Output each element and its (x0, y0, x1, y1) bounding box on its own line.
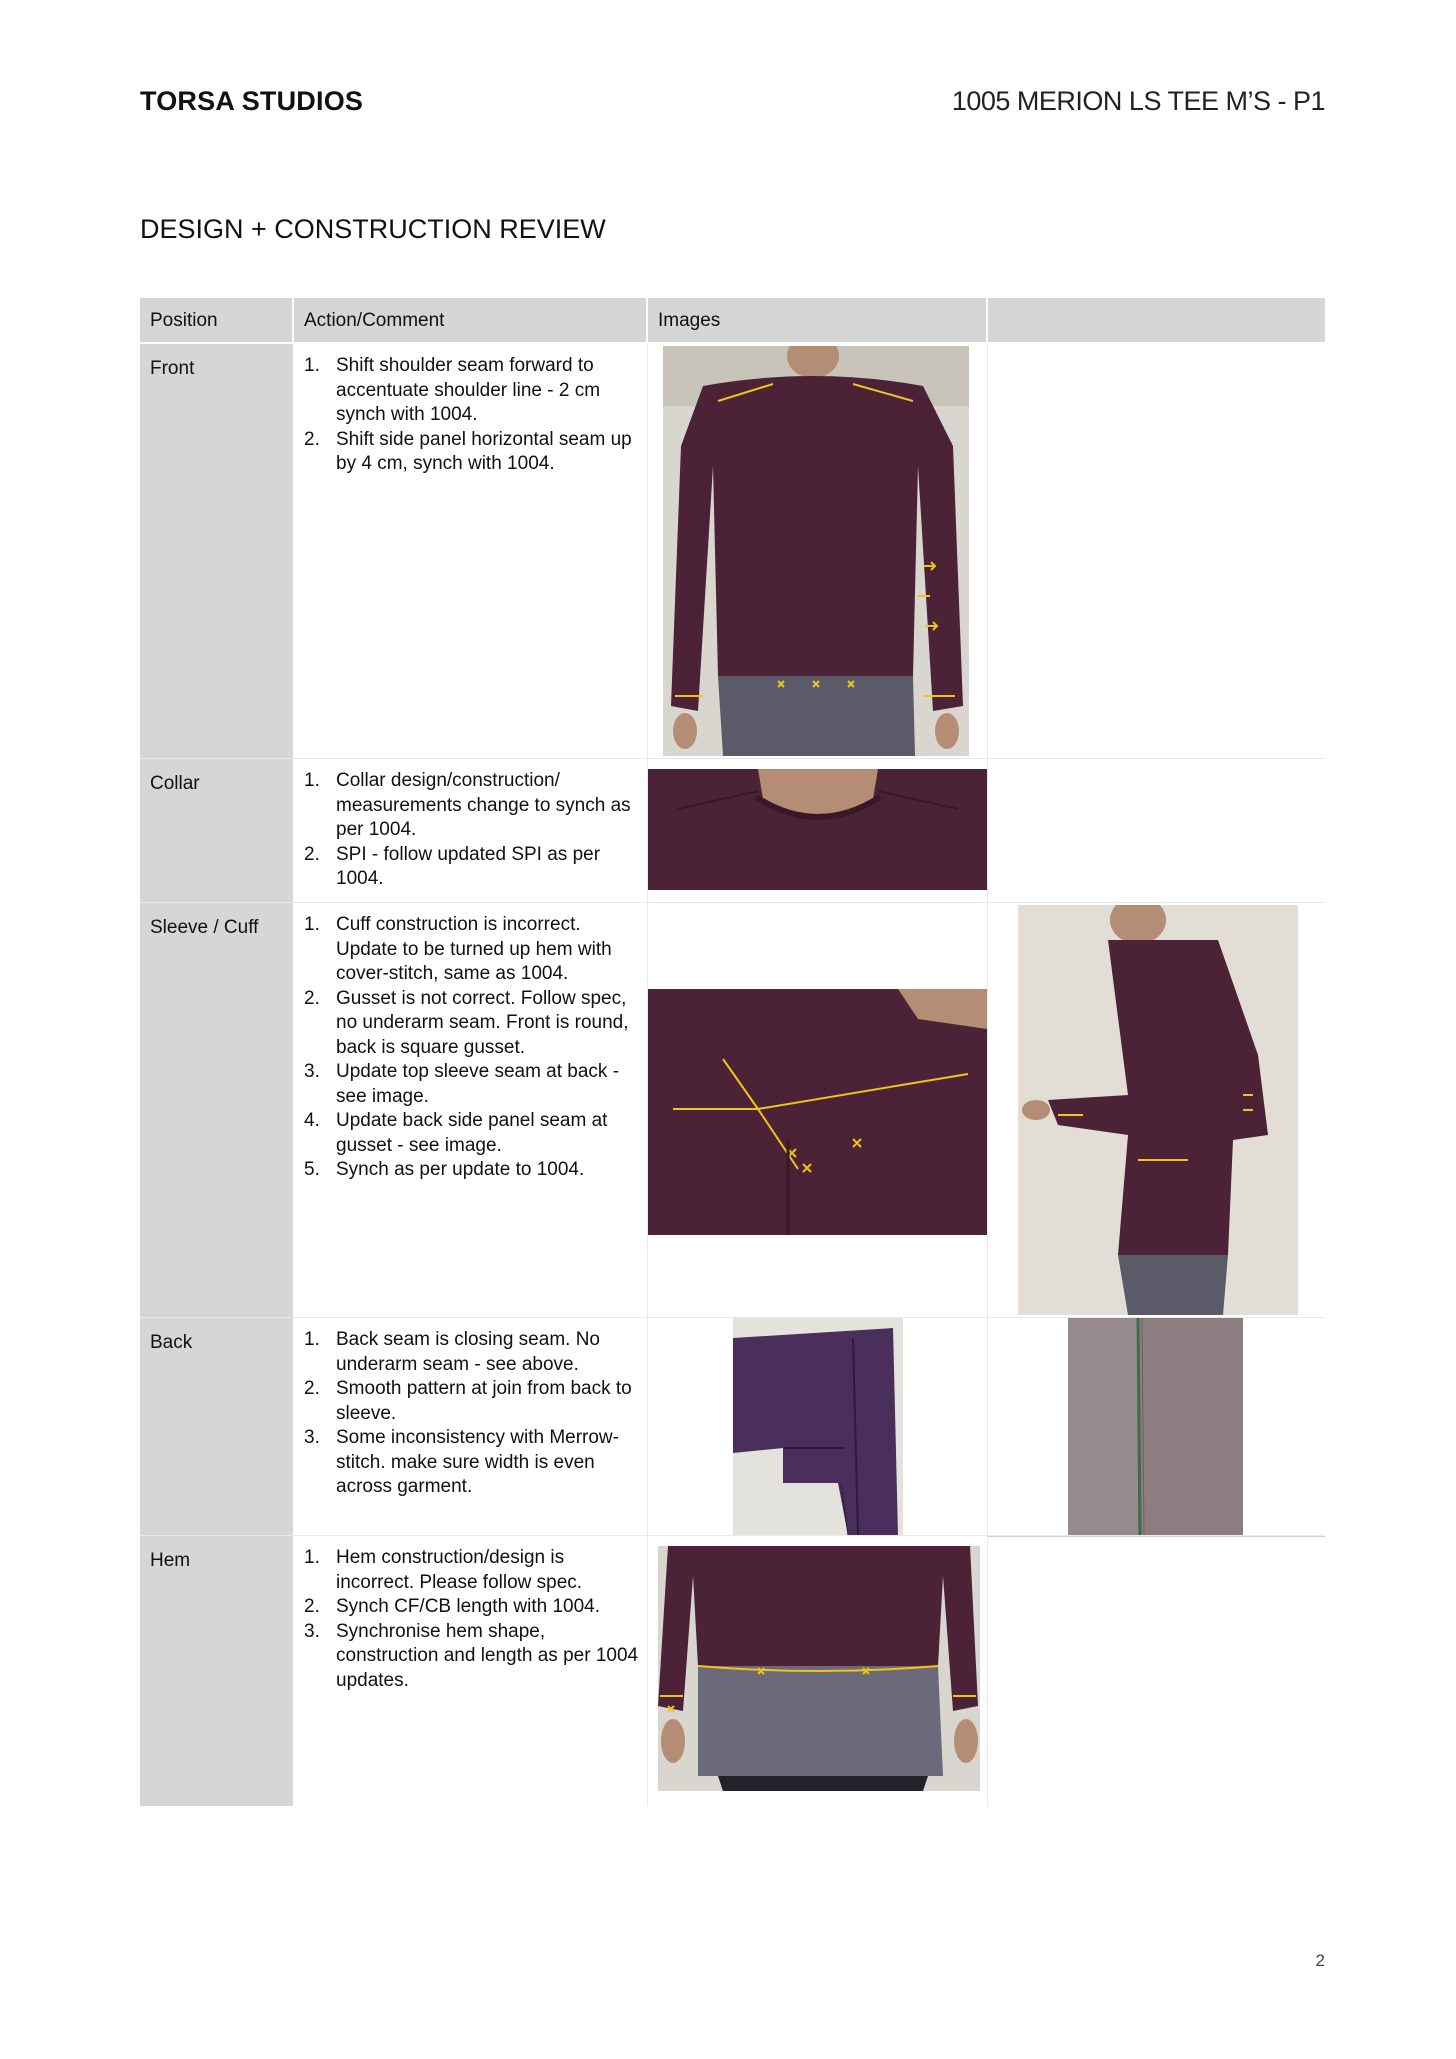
extra-image-cell (988, 344, 1325, 758)
list-item: 5. Synch as per update to 1004. (304, 1159, 585, 1180)
table-row-hem (140, 1536, 1325, 1806)
table-row-collar (140, 759, 1325, 903)
list-item: 1. Shift shoulder seam forward to accentuate shoulder line - 2 cm synch with 1004. (304, 355, 601, 425)
underarm-gusset-photo (648, 989, 987, 1235)
comment-cell (294, 344, 648, 758)
column-header-extra (988, 298, 1325, 342)
hem-photo (658, 1546, 980, 1791)
table-row-back (140, 1318, 1325, 1536)
comment-cell (294, 759, 648, 902)
list-item: 2. Smooth pattern at join from back to sleeve. (304, 1378, 632, 1424)
extra-image-cell (988, 1536, 1325, 1806)
table-header (140, 298, 1325, 344)
collar-photo (648, 769, 987, 890)
image-cell (648, 903, 988, 1317)
comment-cell (294, 903, 648, 1317)
table-row-front (140, 344, 1325, 759)
image-cell (648, 344, 988, 758)
list-item: 2. SPI - follow updated SPI as per 1004. (304, 843, 601, 889)
list-item: 2. Shift side panel horizontal seam up by 4 cm, synch with 1004. (304, 428, 632, 474)
column-header-action: Action/Comment (294, 298, 648, 342)
extra-image-cell (988, 759, 1325, 902)
brand-name: TORSA STUDIOS (140, 86, 364, 116)
page-number: 2 (1315, 1951, 1325, 1970)
extra-image-cell (988, 1318, 1325, 1535)
comment-cell (294, 1536, 648, 1806)
column-header-images: Images (648, 298, 988, 342)
merrow-stitch-photo (1068, 1318, 1243, 1535)
position-cell: Collar (140, 759, 294, 902)
position-cell: Front (140, 344, 294, 758)
image-cell (648, 1318, 988, 1535)
section-title: DESIGN + CONSTRUCTION REVIEW (140, 214, 606, 244)
position-cell: Back (140, 1318, 294, 1535)
list-item: 3. Update top sleeve seam at back - see image. (304, 1061, 620, 1107)
position-cell: Sleeve / Cuff (140, 903, 294, 1317)
list-item: 3. Some inconsistency with Merrow-stitch. make sure width is even across garment. (304, 1427, 619, 1497)
list-item: 1. Back seam is closing seam. No underarm seam - see above. (304, 1329, 600, 1375)
extra-image-cell (988, 903, 1325, 1317)
document-reference: 1005 MERION LS TEE M’S - P1 (951, 86, 1325, 116)
back-seam-photo (733, 1318, 903, 1535)
list-item: 1. Hem construction/design is incorrect. Please follow spec. (304, 1547, 583, 1593)
position-cell: Hem (140, 1536, 294, 1806)
image-cell (648, 759, 988, 902)
image-cell (648, 1536, 988, 1806)
list-item: 2. Gusset is not correct. Follow spec, no underarm seam. Front is round, back is square gusset. (304, 987, 629, 1058)
comment-cell (294, 1318, 648, 1535)
front-view-photo (663, 346, 969, 756)
table-row-sleeve-cuff (140, 903, 1325, 1318)
list-item: 4. Update back side panel seam at gusset - see image. (304, 1110, 608, 1156)
list-item: 3. Synchronise hem shape, construction and length as per 1004 updates. (304, 1620, 639, 1691)
list-item: 1. Collar design/construction/ measurements change to synch as per 1004. (304, 770, 631, 840)
review-table (140, 298, 1325, 1806)
side-view-photo (1018, 905, 1298, 1315)
column-header-position: Position (140, 298, 294, 342)
list-item: 2. Synch CF/CB length with 1004. (304, 1596, 601, 1617)
list-item: 1. Cuff construction is incorrect. Update to be turned up hem with cover-stitch, same as 1004. (304, 914, 612, 984)
